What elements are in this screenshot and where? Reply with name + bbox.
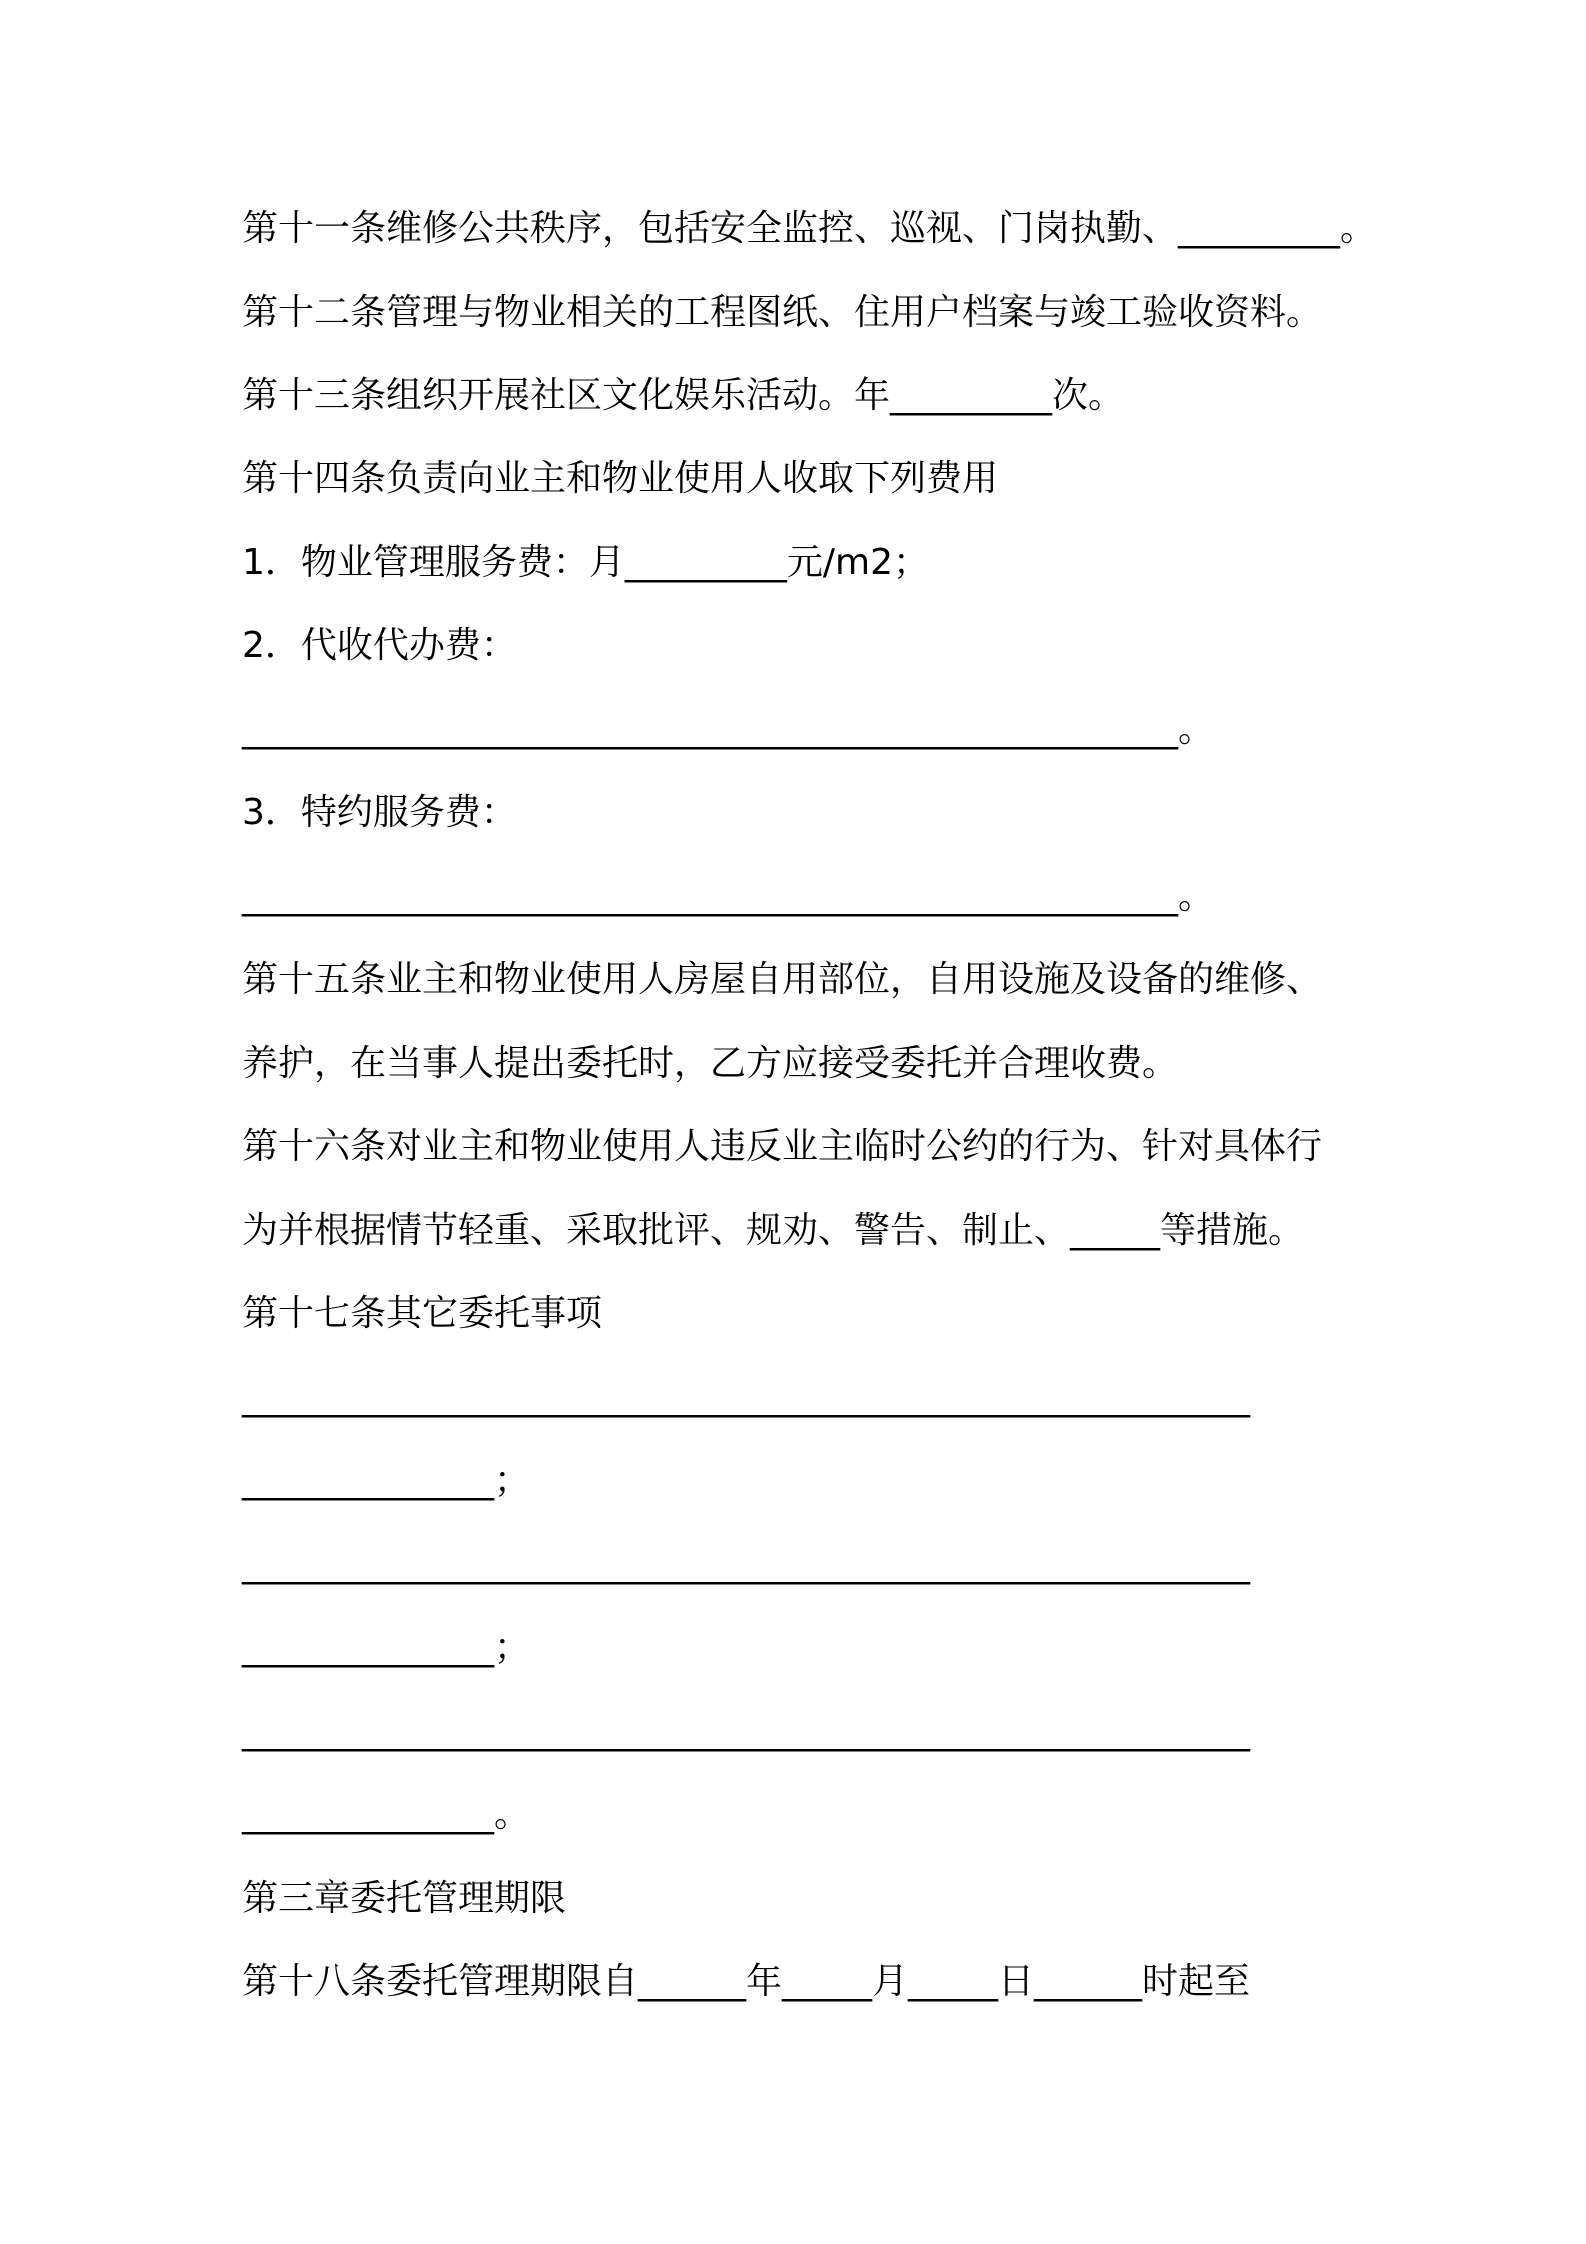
other-item-3-end: ______________。 — [242, 1794, 530, 1835]
other-item-2-end: ______________； — [242, 1627, 530, 1668]
fee-item-3-blank: ____________________________________________________。 — [242, 876, 1214, 917]
clause-14-line: 第十四条负责向业主和物业使用人收取下列费用 — [242, 458, 999, 499]
other-item-3-blank: ________________________________________________________ — [242, 1711, 1250, 1752]
clause-16-line-2: 为并根据情节轻重、采取批评、规劝、警告、制止、_____等措施。 — [242, 1210, 1305, 1251]
fee-item-2-line: 2．代收代办费： — [242, 625, 517, 666]
clause-12-line: 第十二条管理与物业相关的工程图纸、住用户档案与竣工验收资料。 — [242, 292, 1323, 333]
other-item-1-end: ______________； — [242, 1460, 530, 1501]
fee-item-2-blank: ____________________________________________________。 — [242, 709, 1214, 750]
clause-17-line: 第十七条其它委托事项 — [242, 1293, 603, 1334]
clause-18-line: 第十八条委托管理期限自______年_____月_____日______时起至 — [242, 1961, 1251, 2002]
other-item-2-blank: ________________________________________________________ — [242, 1544, 1250, 1585]
clause-11-line: 第十一条维修公共秩序，包括安全监控、巡视、门岗执勤、_________。 — [242, 208, 1377, 249]
clause-15-line-1: 第十五条业主和物业使用人房屋自用部位，自用设施及设备的维修、 — [242, 959, 1323, 1000]
fee-item-1-line: 1．物业管理服务费：月_________元/m2； — [242, 542, 930, 583]
fee-item-3-line: 3．特约服务费： — [242, 792, 517, 833]
clause-16-line-1: 第十六条对业主和物业使用人违反业主临时公约的行为、针对具体行 — [242, 1126, 1323, 1167]
clause-13-line: 第十三条组织开展社区文化娱乐活动。年_________次。 — [242, 375, 1125, 416]
chapter-3-heading: 第三章委托管理期限 — [242, 1878, 567, 1919]
other-item-1-blank: ________________________________________________________ — [242, 1377, 1250, 1418]
clause-15-line-2: 养护，在当事人提出委托时，乙方应接受委托并合理收费。 — [242, 1043, 1179, 1084]
